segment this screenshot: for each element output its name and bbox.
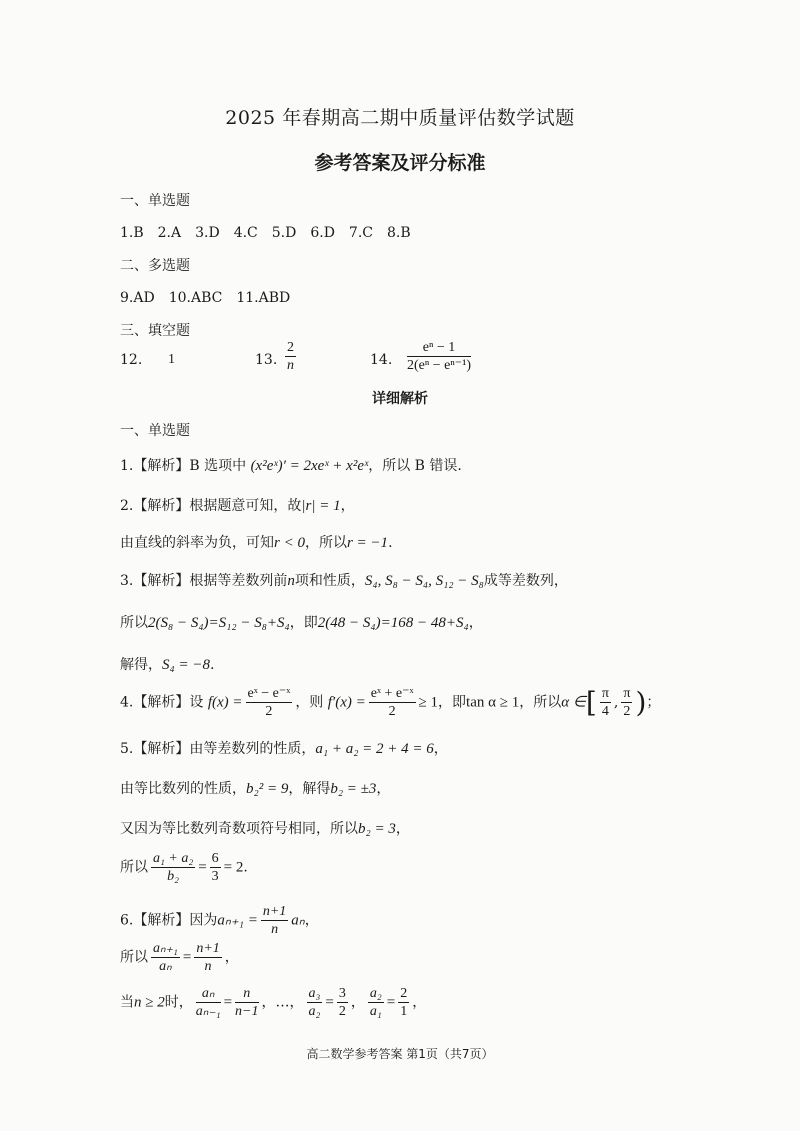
section-single-choice-heading: 一、单选题 — [120, 193, 190, 209]
q13-answer: $\frac{2}{n}$ — [287, 340, 294, 373]
solution-6-line-2: 所以 $\frac{\text{aₙ₊₁}}{\text{aₙ}}$ = $\frac{n+1}{n}$ ， — [120, 941, 239, 974]
solution-6-line-3: 当n ≥ 2时， $\frac{\text{aₙ}}{\text{aₙ₋₁}}$ = $\frac{n}{n-1}$ ，…， $\frac{\text{a₃}}{\text{a₂}}$ = $\frac{3}{2}$ ， $\frac{\text{a₂}}{\text{a₁}}$ = $\frac{2}{1}$ ， — [120, 986, 427, 1019]
single-choice-answers: 1.B 2.A 3.D 4.C 5.D 6.D 7.C 8.B — [120, 225, 411, 241]
multi-choice-answers: 9.AD 10.ABC 11.ABD — [120, 290, 291, 306]
solution-1: 1.【解析】B 选项中 (x²eˣ)′ = 2xeˣ + x²eˣ，所以 B 错误. — [120, 458, 462, 474]
section-fill-blank-heading: 三、填空题 — [120, 323, 190, 339]
section-multi-choice-heading: 二、多选题 — [120, 258, 190, 274]
q13-number: 13. — [255, 352, 278, 368]
solution-5: 5.【解析】由等差数列的性质，a₁ + a₂ = 2 + 4 = 6， — [120, 741, 448, 757]
detail-single-choice-heading: 一、单选题 — [120, 423, 190, 439]
solution-6: 6.【解析】因为aₙ₊₁ = $\frac{n+1}{n}$ aₙ， — [120, 904, 319, 937]
page-subtitle: 参考答案及评分标准 — [314, 152, 486, 174]
q12-answer: 1 — [168, 352, 175, 367]
page-title: 2025 年春期高二期中质量评估数学试题 — [225, 107, 575, 129]
solution-4: 4.【解析】设 f(x) = $\frac{\text{eˣ − e⁻ˣ}}{2}$ ，则 f′(x) = $\frac{\text{eˣ + e⁻ˣ}}{2}$ ≥ 1，即tan α ≥ 1，所以α ∈[ $\frac{\pi}{4}$ , $\frac{\pi}{2}$ )； — [120, 686, 661, 719]
page-footer: 高二数学参考答案 第1页（共7页） — [306, 1047, 494, 1061]
solution-2: 2.【解析】根据题意可知，故|r| = 1， — [120, 498, 355, 514]
solution-5-line-2: 由等比数列的性质，b₂² = 9，解得b₂ = ±3， — [120, 781, 391, 797]
solution-3: 3.【解析】根据等差数列前n项和性质，S₄, S₈ − S₄, S₁₂ − S₈成等差数列， — [120, 573, 568, 589]
solution-2-line-2: 由直线的斜率为负，可知r < 0，所以r = −1. — [120, 535, 393, 551]
solution-5-line-3: 又因为等比数列奇数项符号相同，所以b₂ = 3， — [120, 821, 410, 837]
q14-number: 14. — [370, 352, 393, 368]
solution-3-line-3: 解得，S₄ = −8. — [120, 657, 215, 673]
solution-3-line-2: 所以2(S₈ − S₄)=S₁₂ − S₈+S₄，即2(48 − S₄)=168 − 48+S₄， — [120, 615, 483, 631]
detail-heading: 详细解析 — [372, 391, 428, 407]
q12-number: 12. — [120, 352, 143, 368]
q14-answer: $\frac{\text{eⁿ − 1}}{\text{2(eⁿ − eⁿ⁻¹)}}$ — [407, 340, 472, 373]
solution-5-line-4: 所以 $\frac{\text{a₁ + a₂}}{\text{b₂}}$ = $\frac{6}{3}$ = 2. — [120, 851, 248, 884]
